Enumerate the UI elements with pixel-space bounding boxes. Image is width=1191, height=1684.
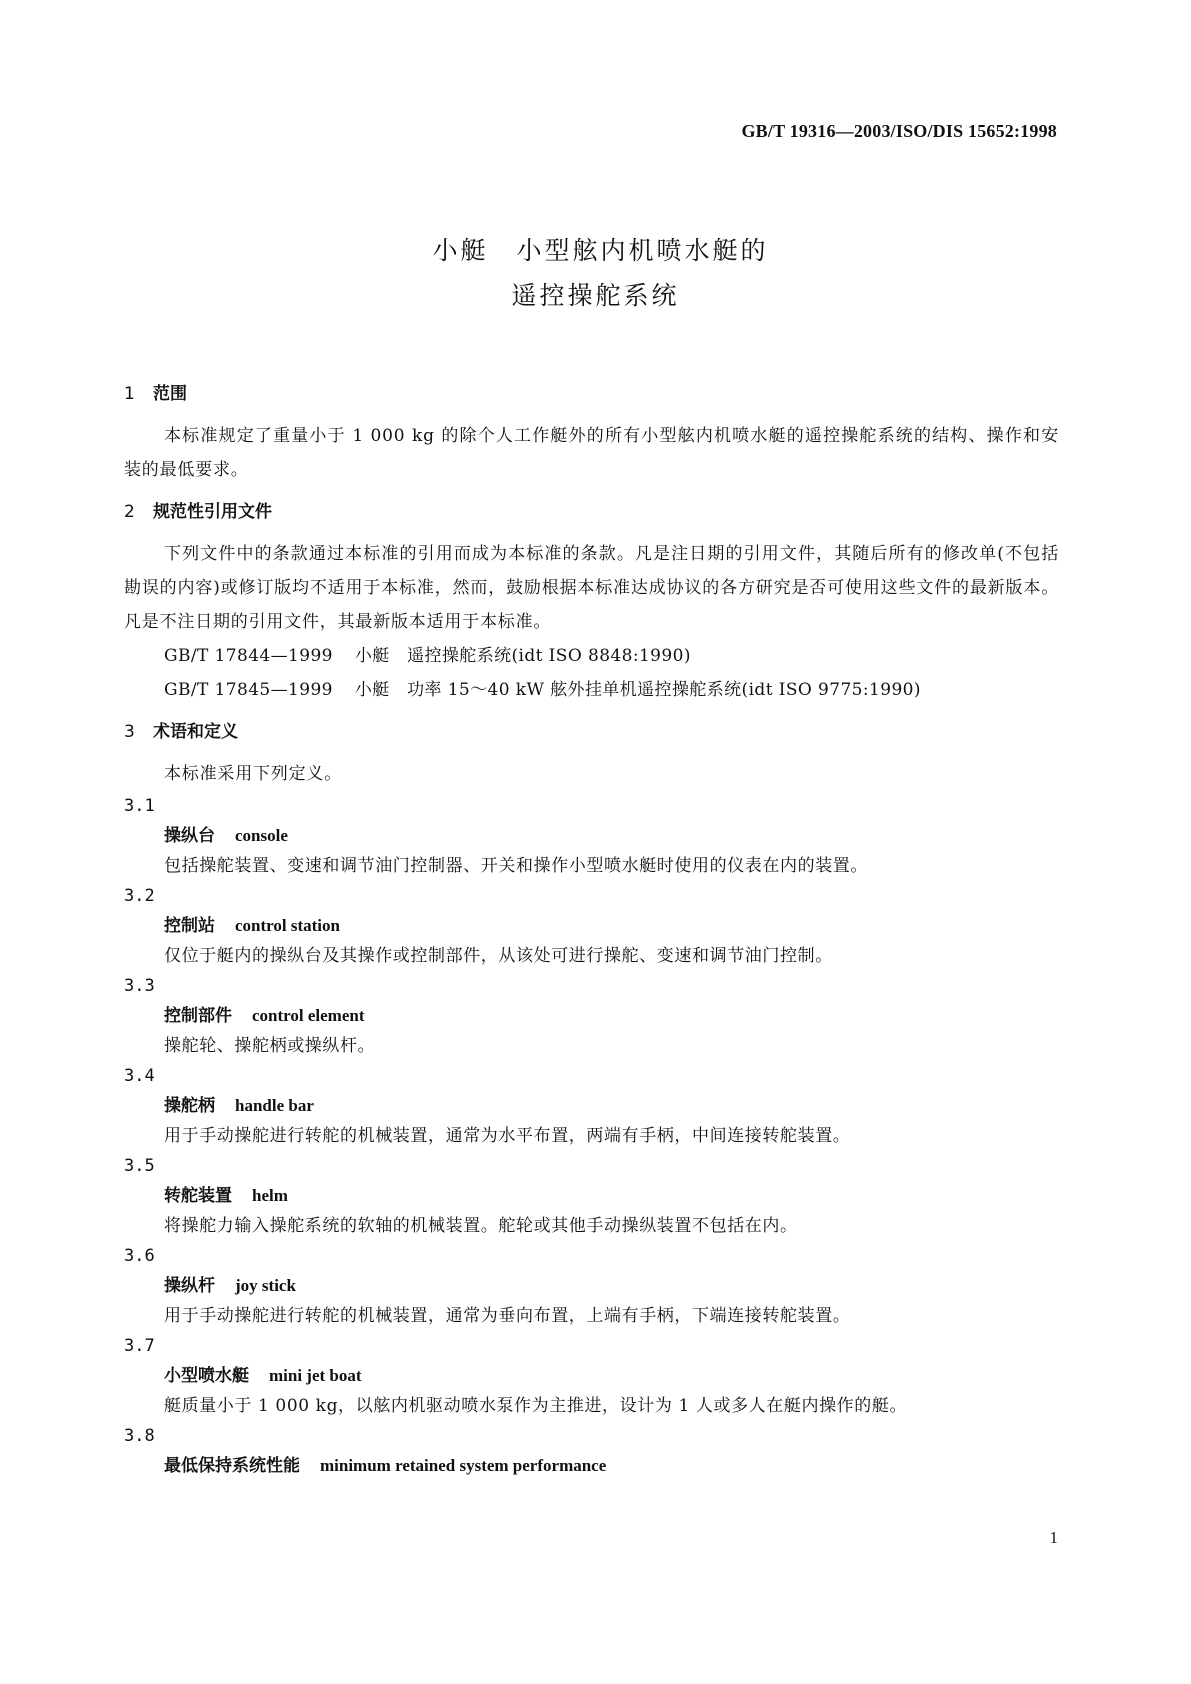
term-name-zh: 操纵台 [164,826,215,846]
reference-title: 小艇 功率 15～40 kW 舷外挂单机遥控操舵系统(idt ISO 9775:1990) [354,680,921,700]
term-name-en: minimum retained system performance [320,1456,607,1475]
term-definition: 用于手动操舵进行转舵的机械装置，通常为水平布置，两端有手柄，中间连接转舵装置。 [164,1126,851,1146]
term-name-zh: 转舵装置 [164,1186,232,1206]
section-2-paragraph: 下列文件中的条款通过本标准的引用而成为本标准的条款。凡是注日期的引用文件，其随后所有的修改单(不包括勘误的内容)或修订版均不适用于本标准，然而，鼓励根据本标准达成协议的各方研究是否可使用这些文件的最新版本。凡是不注日期的引用文件，其最新版本适用于本标准。 [124,544,1059,632]
term-definition: 用于手动操舵进行转舵的机械装置，通常为垂向布置，上端有手柄，下端连接转舵装置。 [164,1306,851,1326]
term-name-en: handle bar [235,1096,314,1115]
section-3-heading [124,715,1059,749]
section-title: 范围 [153,384,187,404]
term-number: 3.7 [124,1336,155,1356]
term-number: 3.8 [124,1426,155,1446]
term-name [124,1271,1059,1301]
term-name [124,821,1059,851]
section-number: 1 [124,384,135,404]
term-name [124,911,1059,941]
term-name-zh: 控制部件 [164,1006,232,1026]
term-number: 3.3 [124,976,155,996]
page-number: 1 [1049,1528,1058,1547]
reference-code: GB/T 17845—1999 [164,680,333,700]
term-name-en: control element [252,1006,365,1025]
title-line-2: 遥控操舵系统 [511,281,680,310]
term-name-en: mini jet boat [269,1366,362,1385]
section-1-heading [124,377,1059,411]
reference-item [124,639,1059,673]
term-number: 3.2 [124,886,155,906]
term-name [124,1091,1059,1121]
term-name [124,1451,1059,1481]
term-name [124,1181,1059,1211]
section-title: 术语和定义 [153,722,238,742]
section-number: 2 [124,502,135,522]
term-name-en: joy stick [235,1276,296,1295]
title-line-1: 小艇 小型舷内机喷水艇的 [432,236,769,265]
reference-item [124,673,1059,707]
term-name-zh: 操舵柄 [164,1096,215,1116]
term-name [124,1361,1059,1391]
term-name [124,1001,1059,1031]
term-definition: 包括操舵装置、变速和调节油门控制器、开关和操作小型喷水艇时使用的仪表在内的装置。 [164,856,868,876]
section-1-paragraph: 本标准规定了重量小于 1 000 kg 的除个人工作艇外的所有小型舷内机喷水艇的遥控操舵系统的结构、操作和安装的最低要求。 [124,426,1059,480]
term-name-zh: 操纵杆 [164,1276,215,1296]
standard-code: GB/T 19316—2003/ISO/DIS 15652:1998 [741,121,1057,141]
term-name-zh: 控制站 [164,916,215,936]
term-definition: 操舵轮、操舵柄或操纵杆。 [164,1036,376,1056]
document-title [0,228,1191,318]
document-body [124,375,1059,1481]
term-name-zh: 小型喷水艇 [164,1366,249,1386]
term-number: 3.5 [124,1156,155,1176]
term-name-en: control station [235,916,340,935]
section-title: 规范性引用文件 [153,502,272,522]
term-name-zh: 最低保持系统性能 [164,1456,300,1476]
section-2-heading [124,495,1059,529]
term-number: 3.1 [124,796,155,816]
term-definition: 仅位于艇内的操纵台及其操作或控制部件，从该处可进行操舵、变速和调节油门控制。 [164,946,833,966]
section-number: 3 [124,722,135,742]
reference-code: GB/T 17844—1999 [164,646,333,666]
term-definition: 将操舵力输入操舵系统的软轴的机械装置。舵轮或其他手动操纵装置不包括在内。 [164,1216,798,1236]
term-name-en: console [235,826,288,845]
reference-title: 小艇 遥控操舵系统(idt ISO 8848:1990) [354,646,691,666]
section-3-intro: 本标准采用下列定义。 [164,764,342,784]
term-name-en: helm [252,1186,288,1205]
term-definition: 艇质量小于 1 000 kg，以舷内机驱动喷水泵作为主推进，设计为 1 人或多人在艇内操作的艇。 [164,1396,908,1416]
term-number: 3.6 [124,1246,155,1266]
term-number: 3.4 [124,1066,155,1086]
